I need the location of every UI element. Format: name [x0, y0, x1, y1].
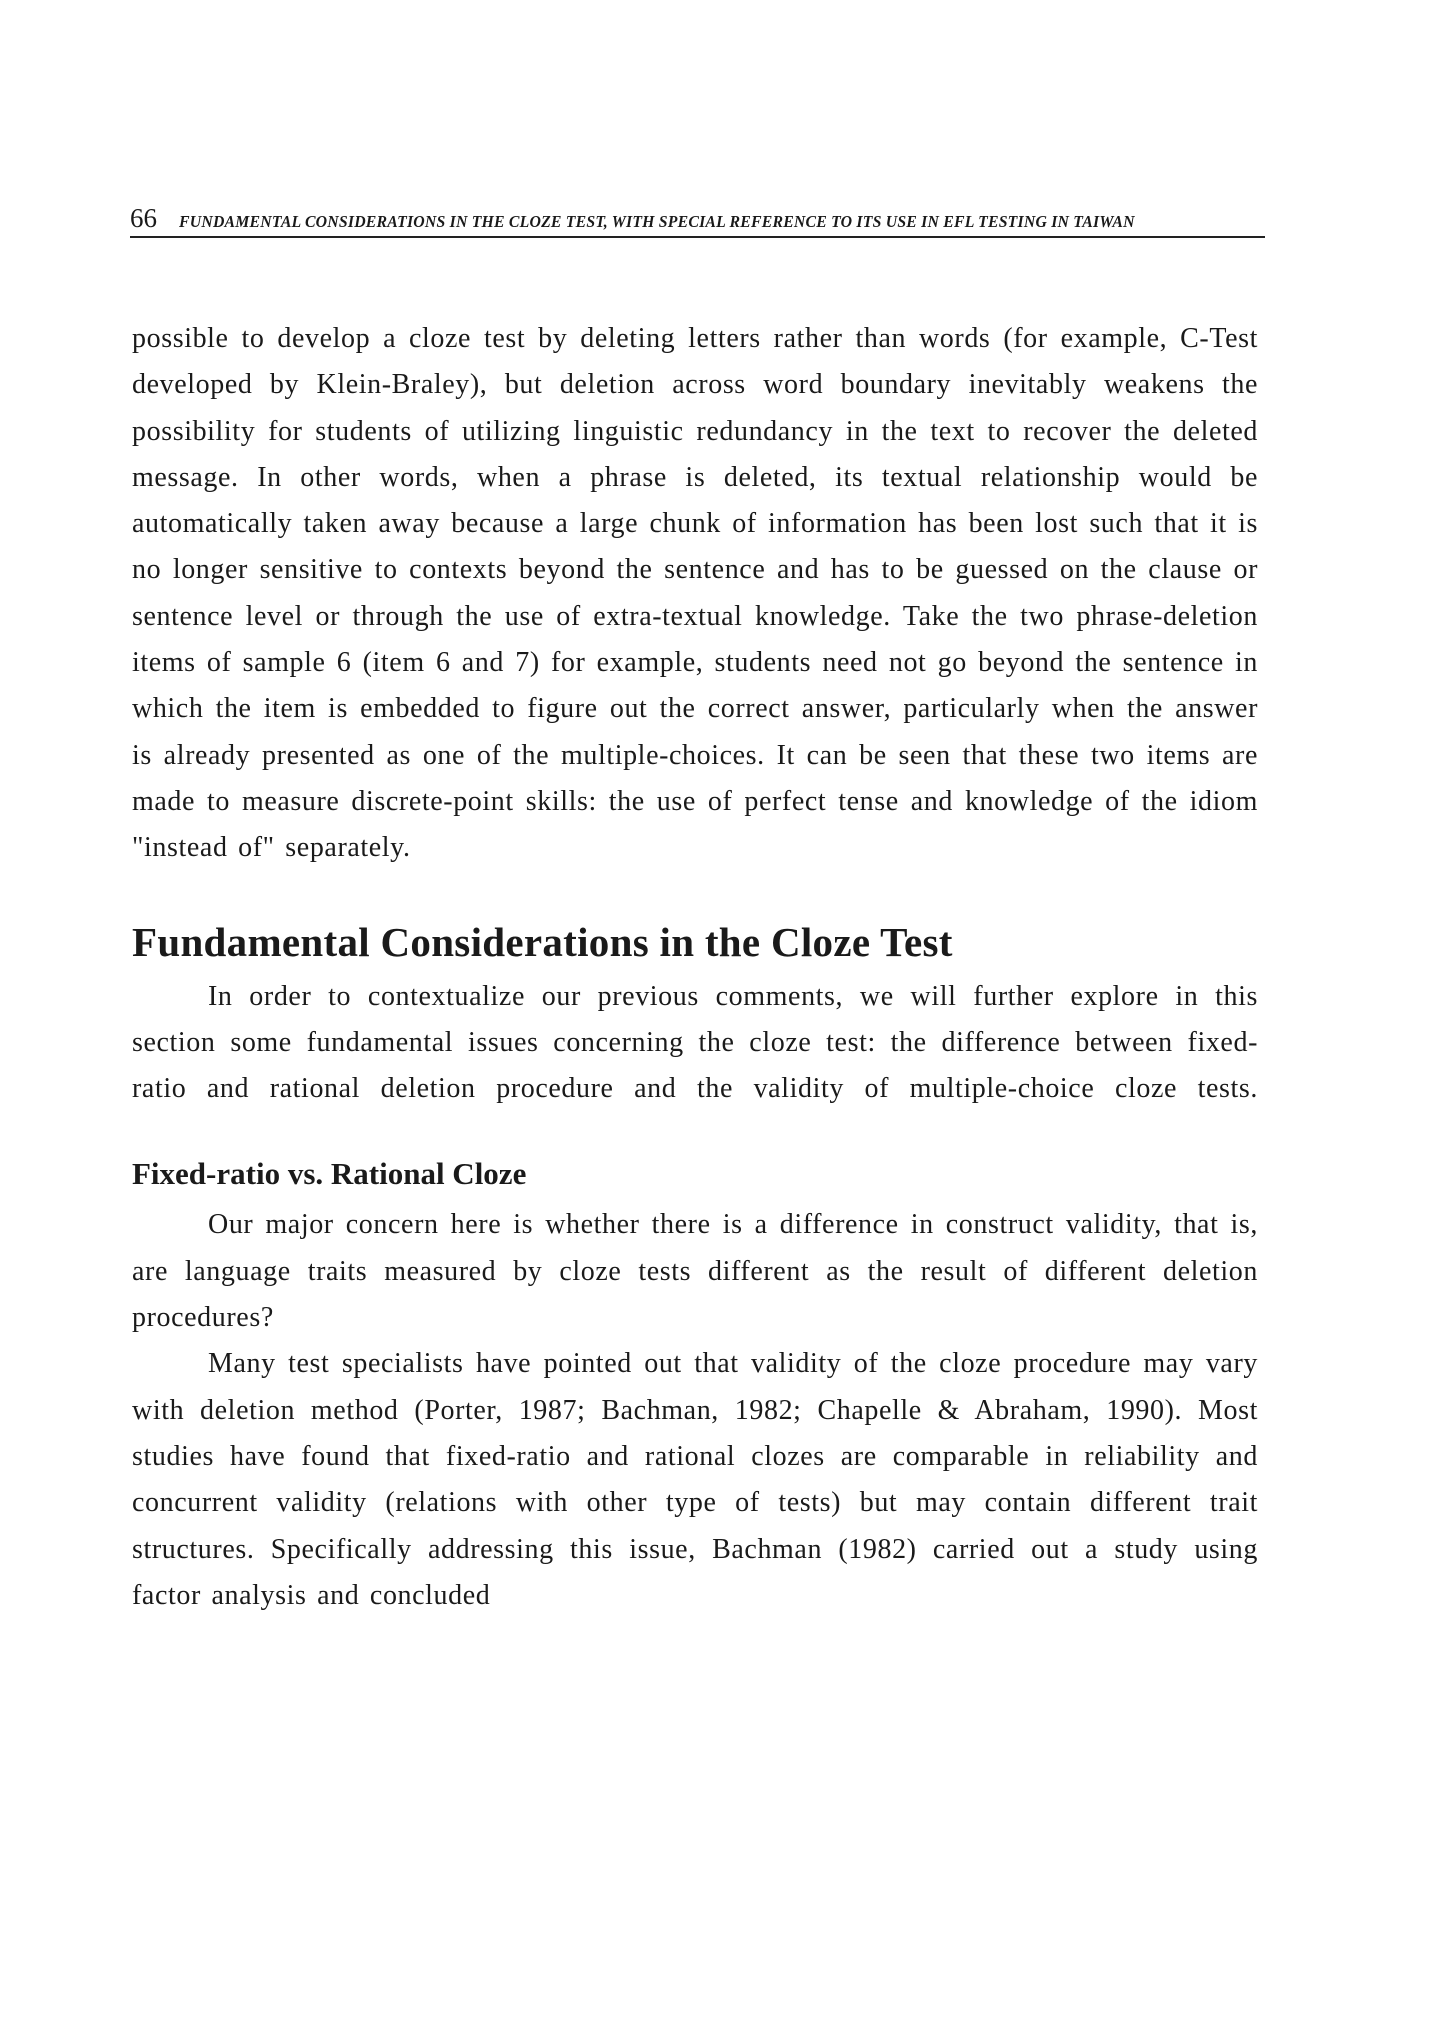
subsection-heading: Fixed-ratio vs. Rational Cloze: [132, 1156, 527, 1192]
running-title: FUNDAMENTAL CONSIDERATIONS IN THE CLOZE TEST, WITH SPECIAL REFERENCE TO ITS USE IN EFL TESTING IN TAIWAN: [179, 212, 1135, 231]
section-heading: Fundamental Considerations in the Cloze Test: [132, 918, 953, 965]
paragraph-concern: Our major concern here is whether there is a difference in construct validity, that is, are language traits measured by cloze tests different as the result of different deletion procedures?: [132, 1209, 1258, 1334]
paragraph-continuation: possible to develop a cloze test by deleting letters rather than words (for example, C-Test developed by Klein-Braley), but deletion across word boundary inevitably weakens the possibility for students of utilizing linguistic redundancy in the text to recover the deleted message. In other words, when a phrase is deleted, its textual relationship would be automatically taken away because a large chunk of information has been lost such that it is no longer sensitive to contexts beyond the sentence and has to be guessed on the clause or sentence level or through the use of extra-textual knowledge. Take the two phrase-deletion items of sample 6 (item 6 and 7) for example, students need not go beyond the sentence in which the item is embedded to figure out the correct answer, particularly when the answer is already presented as one of the multiple-choices. It can be seen that these two items are made to measure discrete-point skills: the use of perfect tense and knowledge of the idiom "instead of" separately.: [132, 323, 1258, 864]
paragraph-specialists: Many test specialists have pointed out that validity of the cloze procedure may vary with deletion method (Porter, 1987; Bachman, 1982; Chapelle & Abraham, 1990). Most studies have found that fixed-ratio and rational clozes are comparable in reliability and concurrent validity (relations with other type of tests) but may contain different trait structures. Specifically addressing this issue, Bachman (1982) carried out a study using factor analysis and concluded: [132, 1348, 1258, 1611]
body-text: [132, 316, 1258, 1619]
page-number: 66: [130, 203, 157, 233]
running-header: [130, 196, 1265, 238]
paragraph-section-intro: In order to contextualize our previous comments, we will further explore in this section some fundamental issues concerning the cloze test: the difference between fixed-ratio and rational deletion procedure and the validity of multiple-choice cloze tests.: [132, 980, 1258, 1105]
